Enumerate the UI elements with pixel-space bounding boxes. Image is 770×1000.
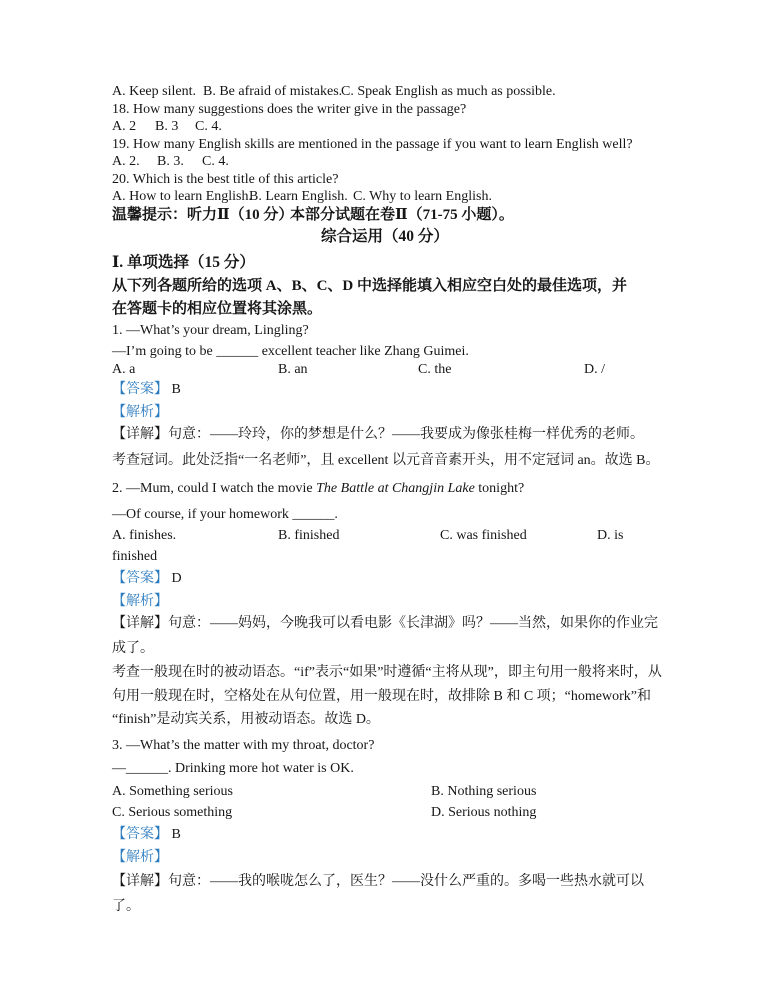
q2-explanation-line4: 句用一般现在时，空格处在从句位置，用一般现在时，故排除 B 和 C 项；“homework”和	[112, 689, 651, 704]
q2-stem-line1-seg-0: 2. —Mum, could I watch the movie	[112, 481, 317, 496]
q3-options-row1-col-1: B. Nothing serious	[431, 784, 537, 799]
q1-options-col-3: D. /	[584, 362, 605, 377]
q3-answer-seg-1: B	[168, 827, 181, 842]
q2-answer-seg-1: D	[168, 571, 182, 586]
q2-option-d-wrap: finished	[112, 549, 158, 564]
q2-analysis-label	[112, 593, 658, 611]
q2-stem-line1	[112, 480, 658, 498]
q19-options-col-1: B. 3.	[157, 154, 184, 169]
q18-options-col-0: A. 2	[112, 119, 137, 134]
q3-answer	[112, 826, 658, 844]
q1-explanation-line2: 考查冠词。此处泛指“一名老师”，且 excellent 以元音音素开头，用不定冠词 an。故选 B。	[112, 453, 660, 468]
q2-options-col-1: B. finished	[278, 528, 340, 543]
section-title: 综合运用（40 分）	[321, 228, 449, 245]
q20-options-col-2: C. Why to learn English.	[353, 189, 492, 204]
q2-options-col-0: A. finishes.	[112, 528, 177, 543]
q20-options-col-0: A. How to learn English.	[112, 189, 252, 204]
q2-options-col-2: C. was finished	[440, 528, 527, 543]
q2-explanation-line1: 【详解】句意：——妈妈，今晚我可以看电影《长津湖》吗？——当然，如果你的作业完	[112, 616, 658, 631]
q2-answer	[112, 570, 658, 588]
q2-explanation-line2: 成了。	[112, 641, 154, 656]
q19-options-col-2: C. 4.	[202, 154, 229, 169]
q2-stem-line1-seg-2: tonight?	[474, 481, 525, 496]
q3-explanation-line2: 了。	[112, 899, 140, 914]
q2-explanation-line5: “finish”是动宾关系，用被动语态。故选 D。	[112, 712, 380, 727]
q3-options-row2-col-1: D. Serious nothing	[431, 805, 537, 820]
q18-options-col-1: B. 3	[155, 119, 179, 134]
bracket-label: 【答案】	[112, 827, 168, 842]
part1-instructions-line1: 从下列各题所给的选项 A、B、C、D 中选择能填入相应空白处的最佳选项，并	[112, 278, 628, 294]
bracket-label: 【解析】	[112, 594, 168, 609]
part1-heading: Ⅰ. 单项选择（15 分）	[112, 254, 255, 271]
q19-options-col-0: A. 2.	[112, 154, 140, 169]
q20-stem: 20. Which is the best title of this article?	[112, 172, 339, 187]
q17-options-col-0: A. Keep silent.	[112, 84, 196, 99]
q1-options-col-0: A. a	[112, 362, 136, 377]
q1-explanation-line1: 【详解】句意：——玲玲，你的梦想是什么？——我要成为像张桂梅一样优秀的老师。	[112, 427, 644, 442]
q17-options-col-1: B. Be afraid of mistakes.	[203, 84, 343, 99]
q1-answer	[112, 381, 658, 399]
q3-stem-line1: 3. —What’s the matter with my throat, doctor?	[112, 738, 375, 753]
listening-note-col-1: 本部分试题在卷Ⅱ（71-75 小题）。	[290, 207, 514, 223]
bracket-label: 【答案】	[112, 571, 168, 586]
q1-analysis-label	[112, 404, 658, 422]
q3-stem-line2: —______. Drinking more hot water is OK.	[112, 761, 354, 776]
q3-explanation-line1: 【详解】句意：——我的喉咙怎么了，医生？——没什么严重的。多喝一些热水就可以	[112, 874, 644, 889]
bracket-label: 【解析】	[112, 850, 168, 865]
q3-options-row2-col-0: C. Serious something	[112, 805, 233, 820]
bracket-label: 【答案】	[112, 382, 168, 397]
q2-options-col-3: D. is	[597, 528, 624, 543]
q1-stem-line1: 1. —What’s your dream, Lingling?	[112, 323, 309, 338]
part1-instructions-line2: 在答题卡的相应位置将其涂黑。	[112, 301, 323, 317]
q1-answer-seg-1: B	[168, 382, 181, 397]
q1-options-col-1: B. an	[278, 362, 308, 377]
q17-options-col-2: C. Speak English as much as possible.	[341, 84, 556, 99]
q20-options-col-1: B. Learn English.	[249, 189, 348, 204]
q3-options-row1-col-0: A. Something serious	[112, 784, 233, 799]
q18-stem: 18. How many suggestions does the writer give in the passage?	[112, 102, 467, 117]
q1-stem-line2: —I’m going to be ______ excellent teacher like Zhang Guimei.	[112, 344, 469, 359]
q2-stem-line2: —Of course, if your homework ______.	[112, 507, 338, 522]
q1-options-col-2: C. the	[418, 362, 452, 377]
q18-options-col-2: C. 4.	[195, 119, 222, 134]
q2-explanation-line3: 考查一般现在时的被动语态。“if”表示“如果”时遵循“主将从现”，即主句用一般将来时，从	[112, 665, 662, 680]
q3-analysis-label	[112, 849, 658, 867]
bracket-label: 【解析】	[112, 405, 168, 420]
q19-stem: 19. How many English skills are mentioned in the passage if you want to learn English well?	[112, 137, 633, 152]
q2-stem-line1-seg-1: The Battle at Changjin Lake	[316, 481, 475, 496]
listening-note-col-0: 温馨提示：听力Ⅱ（10 分）	[112, 207, 294, 223]
